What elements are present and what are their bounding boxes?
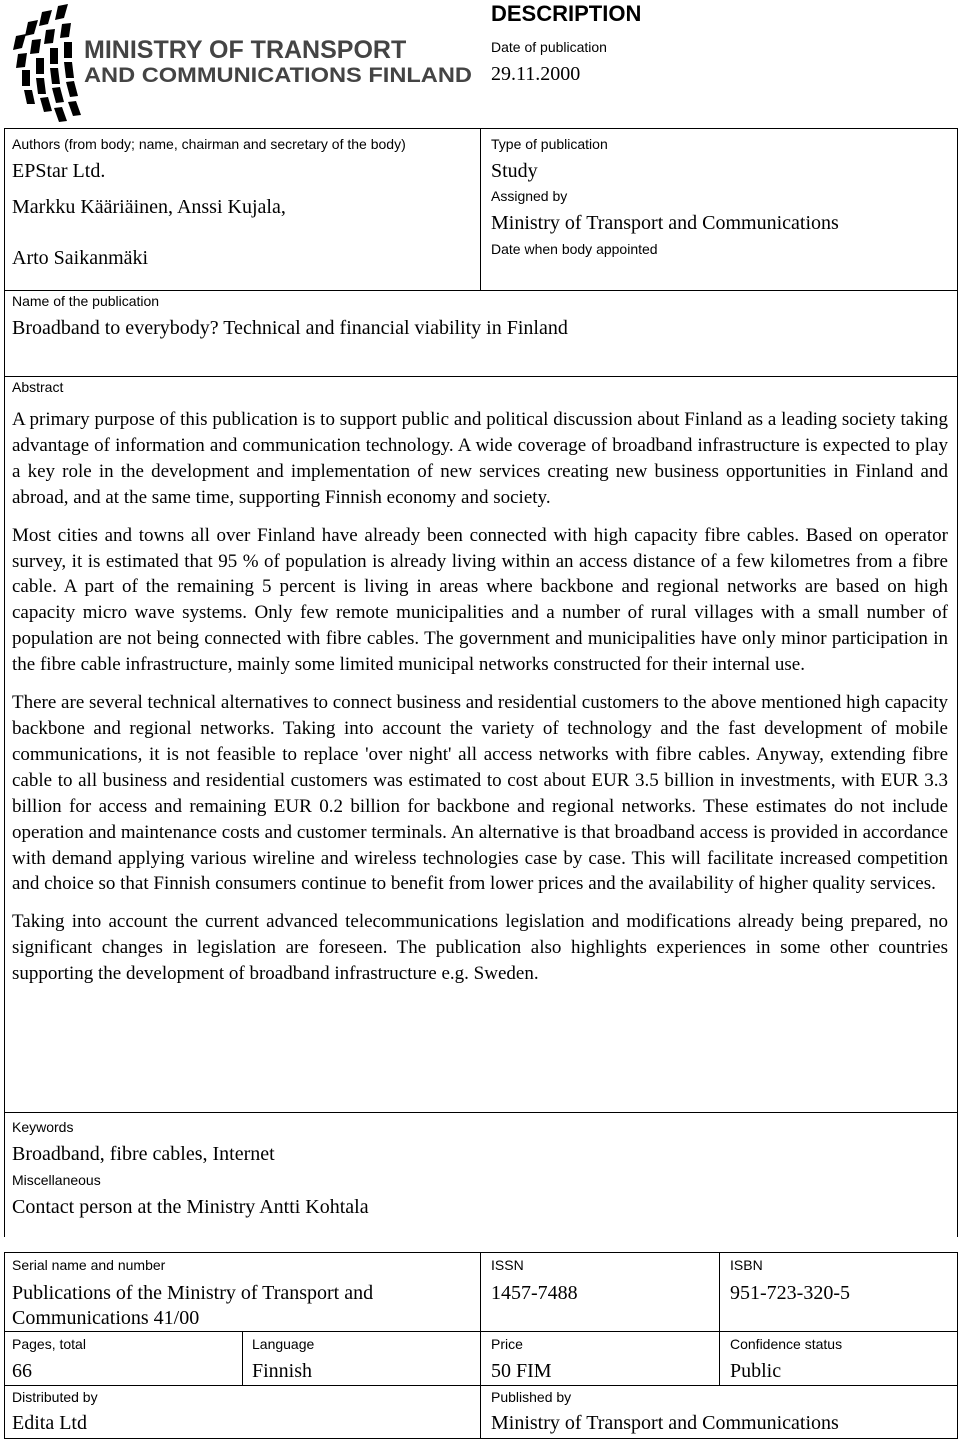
issn-value: 1457-7488 [491, 1282, 578, 1304]
assigned-by-label: Assigned by [491, 188, 568, 204]
miscellaneous-label: Miscellaneous [12, 1172, 101, 1188]
divider [719, 1252, 720, 1386]
author-line: Markku Kääriäinen, Anssi Kujala, [12, 196, 286, 218]
divider [4, 128, 958, 129]
price-label: Price [491, 1336, 523, 1352]
miscellaneous-value: Contact person at the Ministry Antti Kohtala [12, 1196, 369, 1218]
divider [480, 1252, 481, 1439]
author-line: Arto Saikanmäki [12, 247, 149, 269]
ministry-logo [6, 2, 476, 126]
price-value: 50 FIM [491, 1360, 552, 1382]
keywords-value: Broadband, fibre cables, Internet [12, 1143, 275, 1165]
divider [957, 1252, 958, 1439]
authors-label: Authors (from body; name, chairman and secretary of the body) [12, 136, 406, 152]
date-appointed-label: Date when body appointed [491, 241, 658, 257]
date-of-publication-value: 29.11.2000 [491, 63, 581, 85]
language-value: Finnish [252, 1360, 313, 1382]
logo-text-line1: MINISTRY OF TRANSPORT [84, 36, 407, 64]
distributed-by-label: Distributed by [12, 1389, 98, 1405]
author-line: EPStar Ltd. [12, 160, 106, 182]
divider [4, 1252, 958, 1253]
logo-text-line2: AND COMMUNICATIONS FINLAND [84, 64, 472, 87]
divider [4, 1438, 958, 1439]
confidence-label: Confidence status [730, 1336, 843, 1352]
document-title: DESCRIPTION [491, 1, 642, 26]
isbn-label: ISBN [730, 1257, 763, 1273]
publication-name-value: Broadband to everybody? Technical and financial viability in Finland [12, 317, 568, 339]
pages-label: Pages, total [12, 1336, 86, 1352]
divider [242, 1331, 243, 1386]
ministry-emblem-icon [6, 2, 476, 126]
type-of-publication-label: Type of publication [491, 136, 608, 152]
abstract-paragraph: There are several technical alternatives to connect business and residential customers to the above mentioned high capacity backbone and regional networks. Taking into account the variety of technology and the fast development of mobile communications, it is not feasible to replace 'over night' all access networks with fibre cables. Anyway, extending fibre cable to all business and residential customers was estimated to cost about EUR 3.5 billion in investments, with EUR 3.3 billion for access and remaining EUR 0.2 billion for backbone and regional networks. These estimates do not include operation and maintenance costs and customer terminals. An alternative is that broadband access is provided in accordance with demand applying various wireline and wireless technologies case by case. This will facilitate increased competition and choice so that Finnish consumers continue to benefit from lower prices and the availability of higher quality services. [12, 692, 948, 895]
abstract-body [12, 407, 948, 999]
keywords-label: Keywords [12, 1119, 74, 1135]
divider [4, 290, 958, 291]
abstract-paragraph: Taking into account the current advanced telecommunications legislation and modifications already being prepared, no significant changes in legislation are foreseen. The publication also highlights experiences in some other countries supporting the development of broadband infrastructure e.g. Sweden. [12, 911, 948, 985]
pages-value: 66 [12, 1360, 32, 1382]
published-by-value: Ministry of Transport and Communications [491, 1412, 839, 1434]
divider [4, 1252, 5, 1439]
divider [4, 376, 958, 377]
divider [480, 128, 481, 290]
serial-value-line2: Communications 41/00 [12, 1307, 200, 1329]
language-label: Language [252, 1336, 315, 1352]
issn-label: ISSN [491, 1257, 524, 1273]
type-of-publication-value: Study [491, 160, 538, 182]
divider [4, 128, 5, 1237]
abstract-label: Abstract [12, 379, 64, 395]
published-by-label: Published by [491, 1389, 572, 1405]
divider [4, 1331, 958, 1332]
publication-name-label: Name of the publication [12, 293, 160, 309]
serial-label: Serial name and number [12, 1257, 166, 1273]
confidence-value: Public [730, 1360, 782, 1382]
divider [4, 1112, 958, 1113]
distributed-by-value: Edita Ltd [12, 1412, 87, 1434]
abstract-paragraph: Most cities and towns all over Finland have already been connected with high capacity fibre cables. Based on operator survey, it is estimated that 95 % of population is already living within an access distance of a few kilometres from a fibre cable. A part of the remaining 5 percent is living in areas where backbone and regional networks are based on high capacity micro wave systems. Only few remote municipalities and a number of rural villages with a small number of population are not being connected with fibre cables. The government and municipalities have only minor participation in the fibre cable infrastructure, mainly some limited municipal networks constructed for their internal use. [12, 524, 948, 676]
assigned-by-value: Ministry of Transport and Communications [491, 212, 839, 234]
isbn-value: 951-723-320-5 [730, 1282, 850, 1304]
divider [957, 128, 958, 1237]
abstract-paragraph: A primary purpose of this publication is to support public and political discussion about Finland as a leading society taking advantage of information and communication technology. A wide coverage of broadband infrastructure is expected to play a key role in the development and implementation of new services creating new business opportunities in Finland and abroad, and at the same time, supporting Finnish economy and society. [12, 409, 948, 508]
serial-value-line1: Publications of the Ministry of Transport and [12, 1282, 374, 1304]
date-of-publication-label: Date of publication [491, 39, 607, 55]
divider [4, 1385, 958, 1386]
